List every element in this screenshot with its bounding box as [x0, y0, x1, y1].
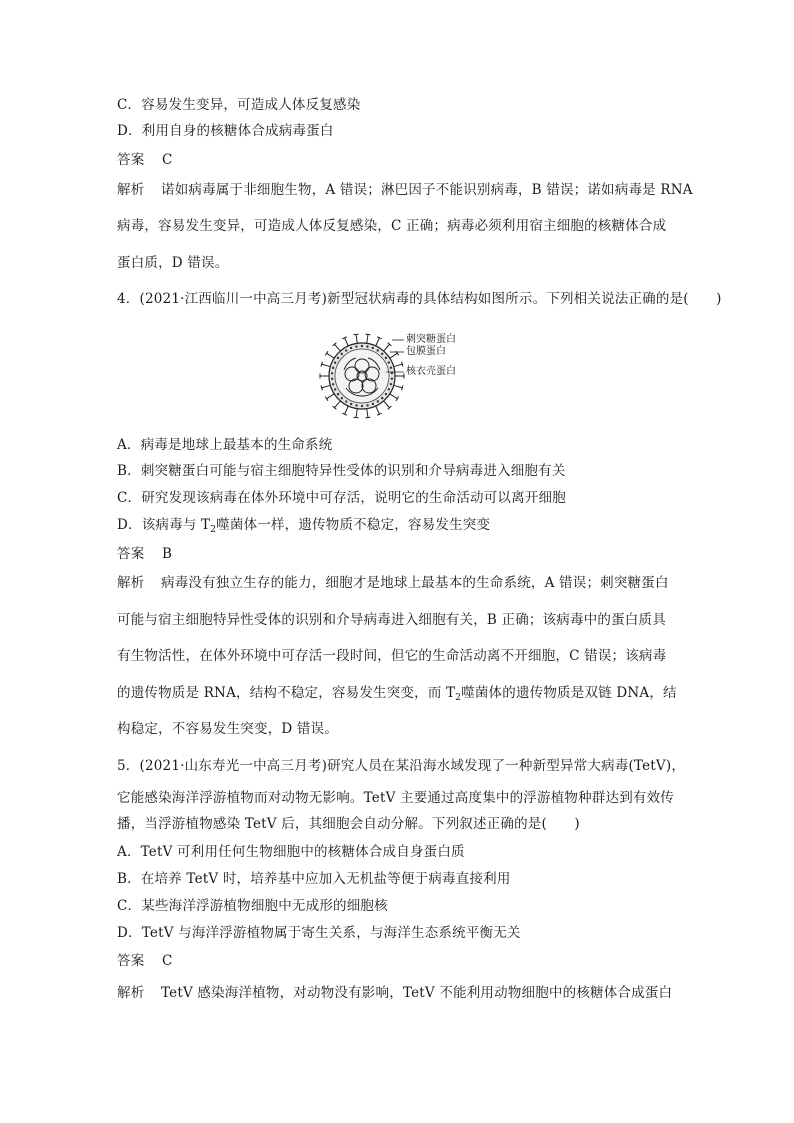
- q4-analysis-line-3: 有生物活性，在体外环境中可存活一段时间，但它的生命活动离不开细胞，C 错误；该病毒: [117, 648, 667, 664]
- q5-analysis-line-1: [117, 984, 672, 1002]
- q5-stem-line-3: 播，当浮游植物感染 TetV 后，其细胞会自动分解。下列叙述正确的是( ): [117, 816, 580, 832]
- q4-analysis-line-2: 可能与宿主细胞特异性受体的识别和介导病毒进入细胞有关，B 正确；该病毒中的蛋白质具: [117, 612, 666, 628]
- analysis-text: 病毒没有独立生存的能力，细胞才是地球上最基本的生命系统，A 错误；刺突糖蛋白: [161, 575, 669, 591]
- envelope-dot: [345, 400, 347, 402]
- spike-head: [366, 417, 371, 418]
- envelope-dot: [345, 349, 347, 351]
- q4-answer: [117, 545, 172, 563]
- q4-option-d-text: D．该病毒与 T: [117, 517, 211, 533]
- envelope-dot: [361, 405, 363, 407]
- q4-stem: 4．(2021·江西临川一中高三月考)新型冠状病毒的具体结构如图所示。下列相关说法正确的是( ): [117, 291, 722, 307]
- q5-option-b: B．在培养 TetV 时，培养基中应加入无机盐等便于病毒直接利用: [117, 871, 511, 887]
- envelope-dot: [366, 345, 368, 347]
- subscript: 2: [455, 693, 462, 703]
- q3-option-d: D．利用自身的核糖体合成病毒蛋白: [117, 123, 334, 139]
- spike: [356, 409, 357, 418]
- label-spike-glycoprotein: 刺突糖蛋白: [406, 334, 456, 345]
- spike-head: [325, 397, 328, 401]
- envelope-dot: [331, 372, 333, 374]
- envelope-dot: [372, 403, 374, 405]
- q4-option-c: C．研究发现该病毒在体外环境中可存活，说明它的生命活动可以离开细胞: [117, 490, 566, 506]
- spike: [356, 334, 357, 343]
- spike: [322, 385, 331, 388]
- spike: [376, 406, 380, 414]
- spike-head: [402, 362, 403, 367]
- analysis-label: 解析: [117, 575, 145, 591]
- spike: [384, 401, 390, 408]
- spike: [390, 394, 398, 399]
- envelope-dot: [361, 345, 363, 347]
- q4-option-d-text-rest: 噬菌体一样，遗传物质不稳定，容易发生突变: [216, 517, 491, 533]
- spike-head: [396, 397, 399, 401]
- label-envelope-protein: 包膜蛋白: [406, 346, 446, 357]
- spike: [327, 394, 335, 399]
- spike-head: [354, 334, 359, 335]
- spike-head: [321, 385, 322, 390]
- envelope-dot: [388, 361, 390, 363]
- spike: [345, 406, 349, 414]
- envelope-dot: [388, 388, 390, 390]
- q5-option-c: C．某些海洋浮游植物细胞中无成形的细胞核: [117, 898, 388, 914]
- label-nucleocapsid-protein: 核衣壳蛋白: [406, 366, 456, 377]
- answer-value: B: [162, 546, 173, 562]
- q4-option-a: A．病毒是地球上最基本的生命系统: [117, 437, 333, 453]
- spike: [394, 364, 403, 367]
- answer-value: C: [162, 953, 173, 969]
- analysis-label: 解析: [117, 985, 145, 1001]
- envelope-dot: [341, 397, 343, 399]
- spike: [367, 409, 368, 418]
- envelope-dot: [337, 357, 339, 359]
- spike: [384, 344, 390, 351]
- envelope-dot: [385, 393, 387, 395]
- q5-stem-line-1: 5．(2021·山东寿光一中高三月考)研究人员在某沿海水域发现了一种新型异常大病毒(TetV)，: [117, 758, 686, 774]
- envelope-dot: [390, 383, 392, 385]
- spike: [394, 385, 403, 388]
- spike: [322, 364, 331, 367]
- spike: [334, 401, 340, 408]
- spike: [367, 334, 368, 343]
- coronavirus-structure-figure: [316, 330, 486, 422]
- spike-head: [354, 417, 359, 418]
- spike: [376, 338, 380, 346]
- answer-label: 答案: [117, 546, 145, 562]
- spike: [390, 353, 398, 358]
- answer-label: 答案: [117, 953, 145, 969]
- analysis-text: 诺如病毒属于非细胞生物，A 错误；淋巴因子不能识别病毒，B 错误；诺如病毒是 RNA: [161, 182, 693, 198]
- coronavirus-diagram: [316, 330, 486, 422]
- answer-label: 答案: [117, 152, 145, 168]
- q3-answer: [117, 151, 173, 169]
- envelope-inner: [335, 349, 389, 403]
- analysis-text: 的遗传物质是 RNA，结构不稳定，容易发生突变，而 T: [117, 685, 456, 701]
- analysis-text-rest: 噬菌体的遗传物质是双链 DNA，结: [461, 685, 677, 701]
- envelope-dot: [341, 353, 343, 355]
- analysis-text: TetV 感染海洋植物，对动物没有影响，TetV 不能利用动物细胞中的核糖体合成蛋白: [161, 985, 673, 1001]
- spike-head: [402, 385, 403, 390]
- envelope-dot: [366, 404, 368, 406]
- envelope-dot: [385, 357, 387, 359]
- envelope-dot: [377, 400, 379, 402]
- envelope-dot: [334, 388, 336, 390]
- envelope-dot: [334, 361, 336, 363]
- q4-analysis-line-4: [117, 684, 677, 707]
- spike-head: [321, 362, 322, 367]
- spike: [334, 344, 340, 351]
- envelope-dot: [332, 367, 334, 369]
- q4-analysis-line-5: 构稳定，不容易发生突变，D 错误。: [117, 721, 339, 737]
- q5-option-d: D．TetV 与海洋浮游植物属于寄生关系，与海洋生态系统平衡无关: [117, 925, 521, 941]
- envelope-dot: [390, 367, 392, 369]
- q5-option-a: A．TetV 可利用任何生物细胞中的核糖体合成自身蛋白质: [117, 844, 465, 860]
- envelope-dot: [350, 403, 352, 405]
- envelope-dot: [381, 397, 383, 399]
- q4-option-d: [117, 516, 490, 539]
- q3-analysis-line-2: 病毒，容易发生变异，可造成人体反复感染，C 正确；病毒必须利用宿主细胞的核糖体合成: [117, 218, 667, 234]
- answer-value: C: [162, 152, 173, 168]
- spike: [327, 353, 335, 358]
- envelope-dot: [355, 345, 357, 347]
- spike-head: [325, 351, 328, 355]
- envelope-dot: [377, 349, 379, 351]
- envelope-dot: [337, 393, 339, 395]
- envelope-dot: [350, 347, 352, 349]
- envelope-dot: [355, 404, 357, 406]
- q4-option-b: B．刺突糖蛋白可能与宿主细胞特异性受体的识别和介导病毒进入细胞有关: [117, 463, 566, 479]
- spike: [345, 338, 349, 346]
- envelope-dot: [332, 383, 334, 385]
- envelope-dot: [331, 378, 333, 380]
- analysis-label: 解析: [117, 182, 145, 198]
- q3-analysis-line-3: 蛋白质，D 错误。: [117, 255, 229, 271]
- q5-stem-line-2: 它能感染海洋浮游植物而对动物无影响。TetV 主要通过高度集中的浮游植物种群达到有效传: [117, 790, 675, 806]
- q3-analysis-line-1: [117, 181, 693, 199]
- envelope-dot: [372, 347, 374, 349]
- q5-answer: [117, 952, 173, 970]
- envelope-dot: [381, 353, 383, 355]
- spike-head: [366, 334, 371, 335]
- q3-option-c: C．容易发生变异，可造成人体反复感染: [117, 97, 361, 113]
- envelope-dot: [391, 377, 393, 379]
- subscript: 2: [210, 525, 217, 535]
- q4-analysis-line-1: [117, 574, 669, 592]
